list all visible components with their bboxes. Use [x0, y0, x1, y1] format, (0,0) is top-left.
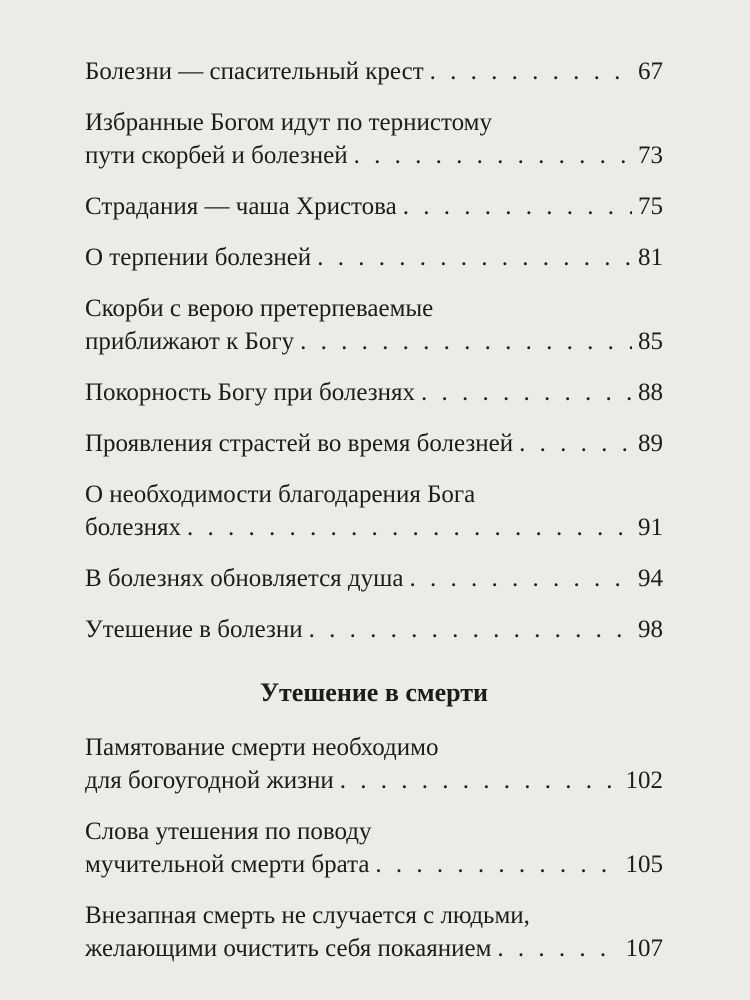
page-number: 107	[625, 935, 663, 962]
dot-leader	[317, 241, 632, 274]
toc-entry[interactable]	[85, 815, 663, 881]
page-number: 85	[638, 328, 663, 355]
toc-entry-title-line: болезнях	[85, 514, 182, 541]
toc-entry-last-line	[85, 190, 663, 223]
toc-entry[interactable]	[85, 731, 663, 797]
page-number: 88	[638, 379, 663, 406]
page-number: 81	[638, 244, 663, 271]
dot-leader	[497, 932, 619, 965]
toc-entry-title-line: приближают к Богу	[85, 328, 295, 355]
toc-entry-title-line: Утешение в болезни	[85, 616, 303, 643]
toc-entry-last-line	[85, 511, 663, 544]
toc-entry-title-line: мучительной смерти брата	[85, 851, 370, 878]
page-number: 102	[625, 767, 663, 794]
page-number: 105	[625, 851, 663, 878]
toc-entry[interactable]	[85, 190, 663, 223]
toc-entry-title-line: Внезапная смерть не случается с людьми,	[85, 902, 530, 929]
toc-entry-title-line: Покорность Богу при болезнях	[85, 379, 415, 406]
toc-entry[interactable]	[85, 478, 663, 544]
page-number: 73	[638, 142, 663, 169]
toc-entry[interactable]	[85, 562, 663, 595]
toc-entry[interactable]	[85, 241, 663, 274]
toc-entry[interactable]	[85, 106, 663, 172]
dot-leader	[187, 511, 632, 544]
dot-leader	[421, 376, 632, 409]
toc-entry-last-line	[85, 613, 663, 646]
dot-leader	[519, 427, 632, 460]
toc-list-illness	[85, 55, 663, 646]
toc-entry-last-line	[85, 932, 663, 965]
toc-entry[interactable]	[85, 899, 663, 965]
toc-entry-title-line: для богоугодной жизни	[85, 767, 334, 794]
toc-entry-title-line: В болезнях обновляется душа	[85, 565, 404, 592]
toc-entry-last-line	[85, 764, 663, 797]
dot-leader	[375, 848, 619, 881]
toc-entry-title-line: О необходимости благодарения Бога	[85, 481, 476, 508]
dot-leader	[354, 139, 632, 172]
toc-entry-last-line	[85, 241, 663, 274]
dot-leader	[403, 190, 632, 223]
page-number: 98	[638, 616, 663, 643]
table-of-contents	[85, 55, 663, 983]
toc-entry-last-line	[85, 139, 663, 172]
toc-entry[interactable]	[85, 613, 663, 646]
page-number: 94	[638, 565, 663, 592]
toc-list-death	[85, 731, 663, 965]
toc-entry[interactable]	[85, 55, 663, 88]
toc-entry-last-line	[85, 325, 663, 358]
toc-entry-last-line	[85, 848, 663, 881]
toc-entry-last-line	[85, 427, 663, 460]
section-heading: Утешение в смерти	[259, 678, 489, 707]
dot-leader	[309, 613, 632, 646]
toc-entry-title-line: О терпении болезней	[85, 244, 312, 271]
toc-entry[interactable]	[85, 376, 663, 409]
page-number: 75	[638, 193, 663, 220]
toc-entry[interactable]	[85, 292, 663, 358]
dot-leader	[409, 562, 632, 595]
page-number: 67	[638, 58, 663, 85]
toc-entry-title-line: Памятование смерти необходимо	[85, 734, 439, 761]
toc-entry-last-line	[85, 55, 663, 88]
page-number: 91	[638, 514, 663, 541]
toc-entry-title-line: желающими очистить себя покаянием	[85, 935, 492, 962]
toc-entry-title-line: Скорби с верою претерпеваемые	[85, 295, 434, 322]
dot-leader	[300, 325, 632, 358]
toc-entry[interactable]	[85, 427, 663, 460]
toc-entry-title-line: Проявления страстей во время болезней	[85, 430, 514, 457]
toc-entry-title-line: Избранные Богом идут по тернистому	[85, 109, 492, 136]
toc-entry-last-line	[85, 562, 663, 595]
toc-entry-title-line: Слова утешения по поводу	[85, 818, 372, 845]
dot-leader	[340, 764, 620, 797]
page-number: 89	[638, 430, 663, 457]
toc-entry-title-line: Страдания — чаша Христова	[85, 193, 397, 220]
toc-entry-last-line	[85, 376, 663, 409]
toc-entry-title-line: Болезни — спасительный крест	[85, 58, 424, 85]
dot-leader	[430, 55, 632, 88]
toc-entry-title-line: пути скорбей и болезней	[85, 142, 348, 169]
